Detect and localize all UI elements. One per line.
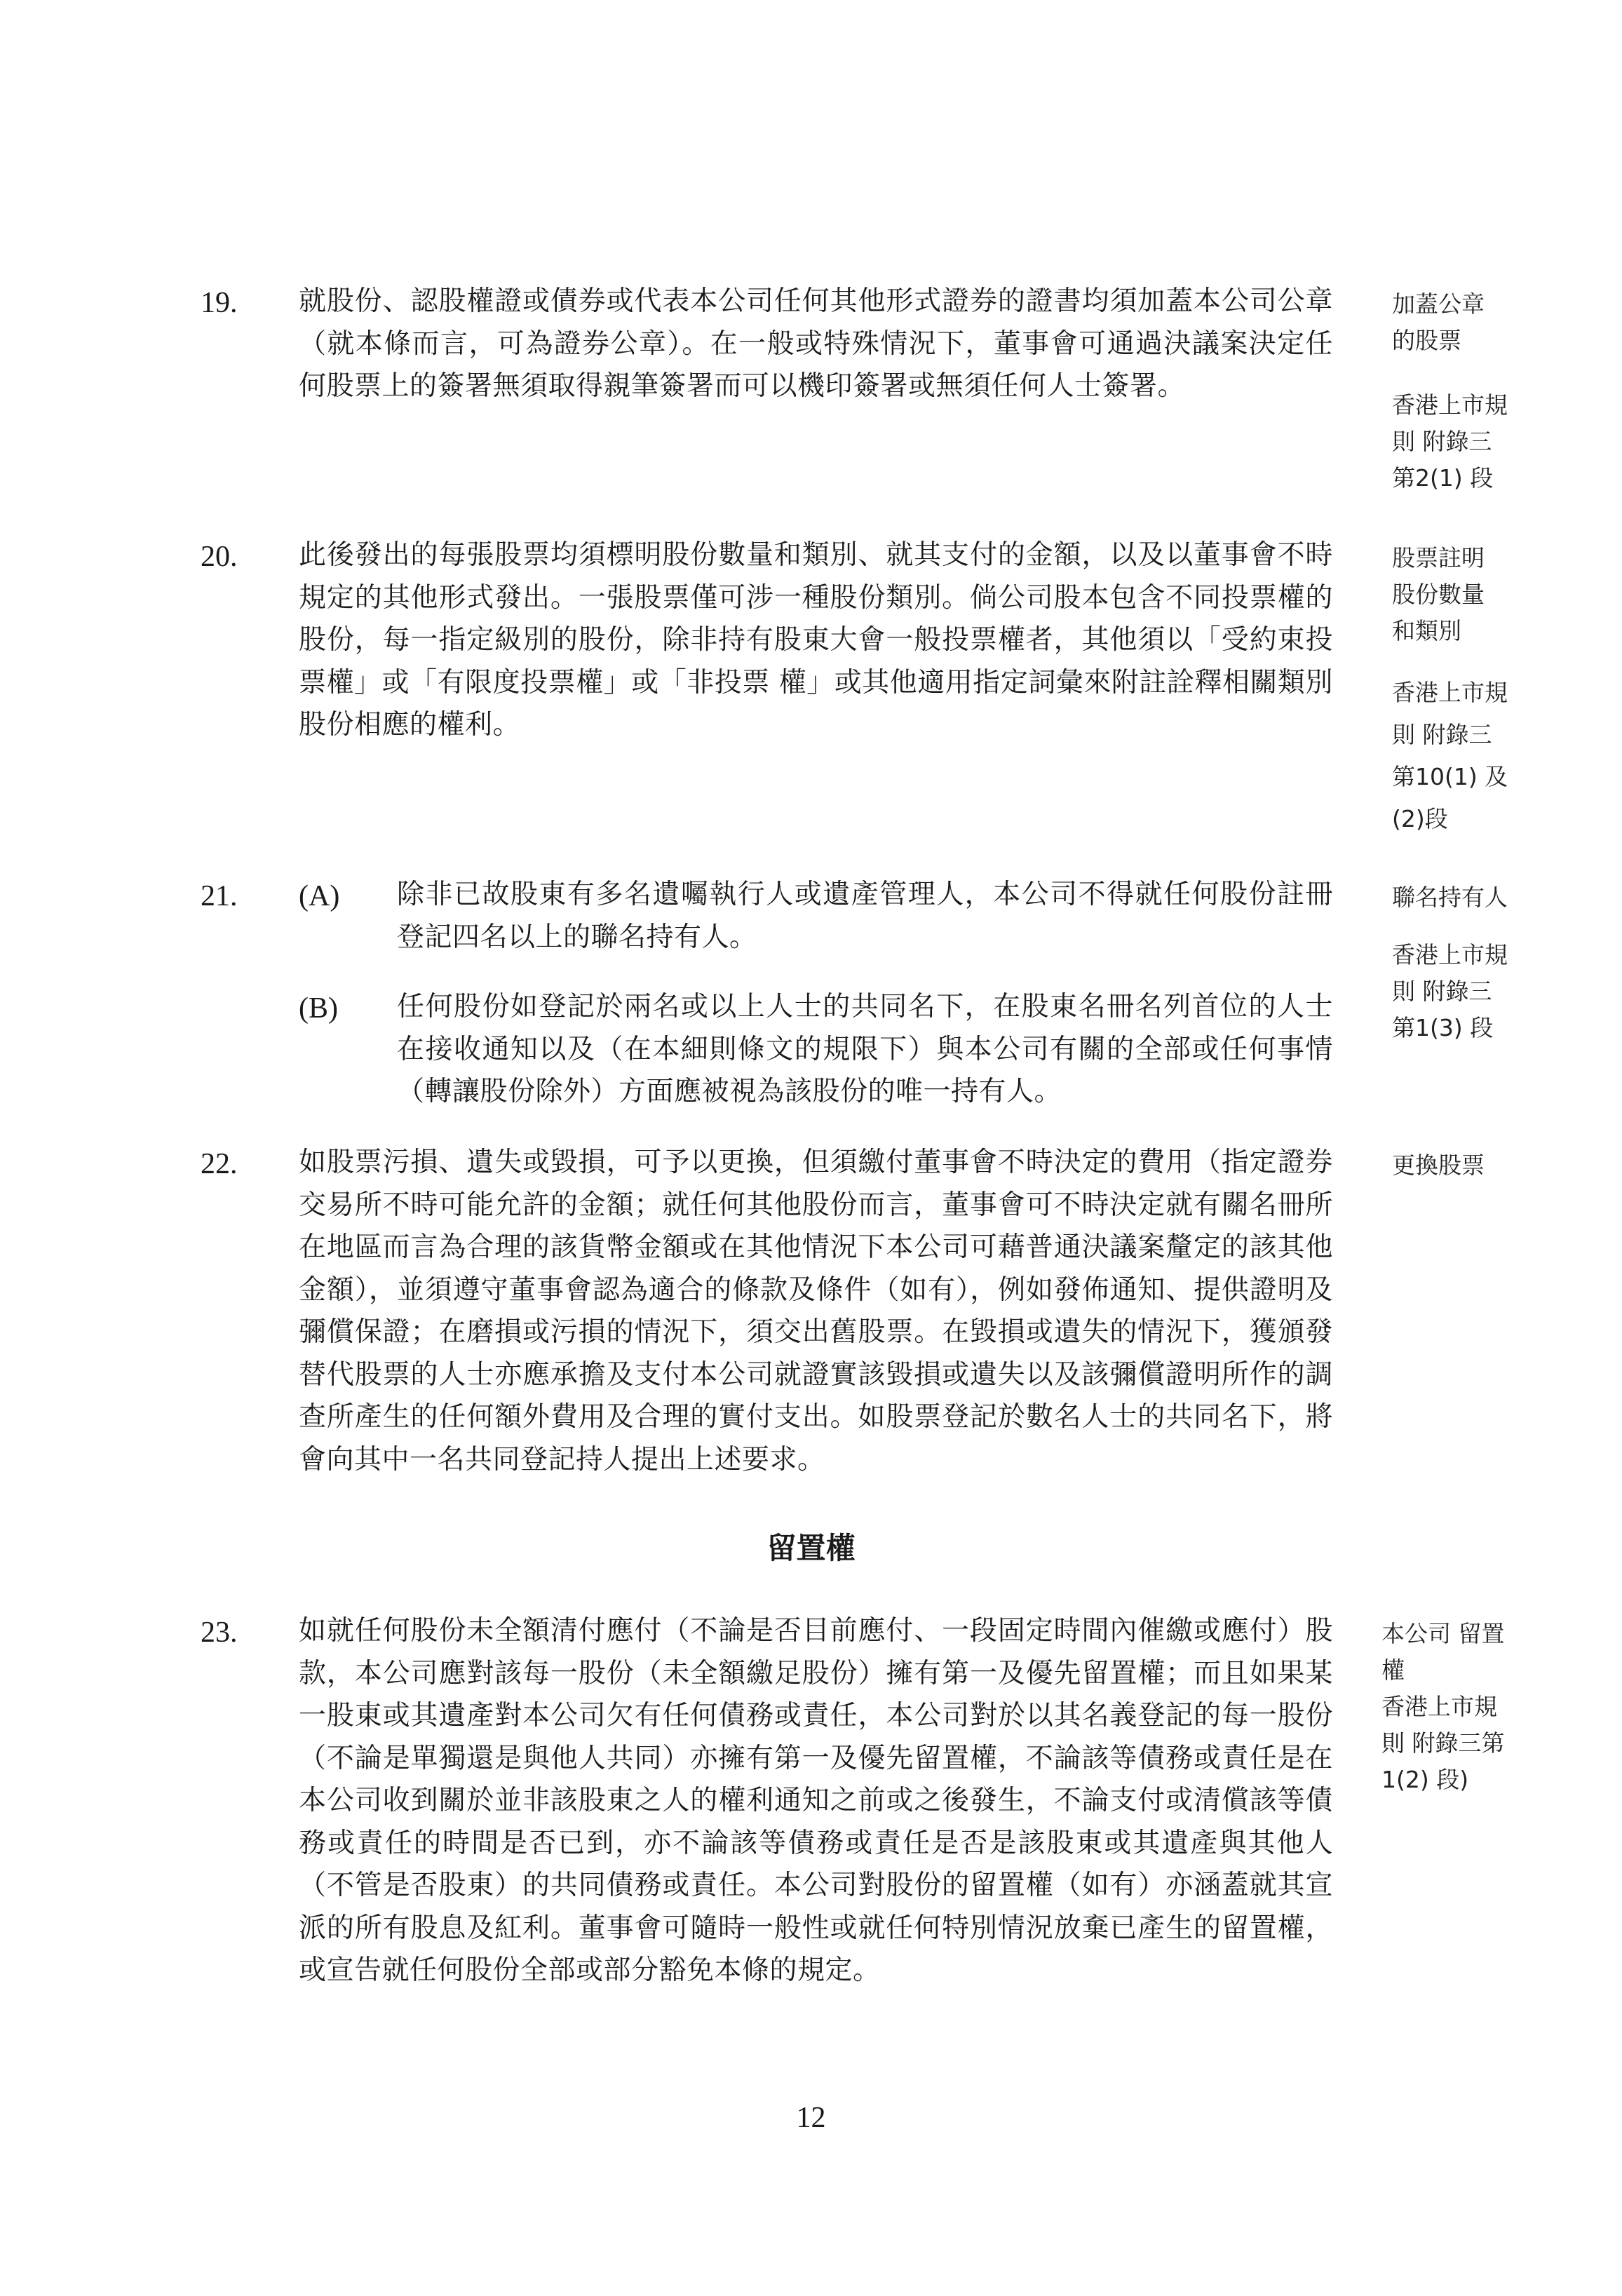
margin-note-line: 則 附錄三	[1392, 978, 1492, 1005]
sub-clause-label: (B)	[299, 992, 338, 1025]
margin-note-line: 股票註明	[1392, 544, 1485, 572]
clause-text: 此後發出的每張股票均須標明股份數量和類別、就其支付的金額，以及以董事會不時規定的其他形式發出。一張股票僅可涉一種股份類別。倘公司股本包含不同投票權的股份，每一指定級別的股份，除非持有股東大會一般投票權者，其他須以「受約束投票權」或「有限度投票權」或「非投票 權」或其他適用指定詞彙來附註詮釋相關類別股份相應的權利。	[299, 539, 1333, 741]
margin-note-gap	[1392, 649, 1553, 672]
margin-note	[1392, 1147, 1553, 1184]
margin-note	[1392, 286, 1553, 497]
margin-note-line: 1(2) 段)	[1381, 1766, 1469, 1793]
clause-number: 19.	[201, 287, 238, 319]
clause-text: 如股票污損、遺失或毀損，可予以更換，但須繳付董事會不時決定的費用（指定證券交易所不時可能允許的金額；就任何其他股份而言，董事會可不時決定就有關名冊所在地區而言為合理的該貨幣金額或在其他情況下本公司可藉普通決議案釐定的該其他金額），並須遵守董事會認為適合的條款及條件（如有），例如發佈通知、提供證明及彌償保證；在磨損或污損的情況下，須交出舊股票。在毀損或遺失的情況下，獲頒發替代股票的人士亦應承擔及支付本公司就證實該毀損或遺失以及該彌償證明所作的調查所產生的任何額外費用及合理的實付支出。如股票登記於數名人士的共同名下，將會向其中一名共同登記持人提出上述要求。	[299, 1147, 1333, 1475]
margin-note-line: 香港上市規	[1392, 679, 1508, 706]
margin-note-line: 權	[1381, 1656, 1405, 1684]
margin-note-line: 第2(1) 段	[1392, 464, 1494, 492]
margin-note-line: 香港上市規	[1381, 1693, 1497, 1720]
margin-note-line: 則 附錄三	[1392, 721, 1492, 748]
margin-note	[1392, 540, 1553, 840]
clause-number: 21.	[201, 880, 238, 912]
margin-note-line: 第10(1) 及	[1392, 763, 1508, 790]
page-number: 12	[796, 2102, 826, 2134]
margin-note-line: 香港上市規	[1392, 941, 1508, 968]
margin-note-line: 本公司 留置	[1381, 1620, 1505, 1647]
clause-text: 如就任何股份未全額清付應付（不論是否目前應付、一段固定時間內催繳或應付）股款，本公司應對該每一股份（未全額繳足股份）擁有第一及優先留置權；而且如果某一股東或其遺產對本公司欠有任何債務或責任，本公司對於以其名義登記的每一股份（不論是單獨還是與他人共同）亦擁有第一及優先留置權，不論該等債務或責任是在本公司收到關於並非該股東之人的權利通知之前或之後發生，不論支付或清償該等債務或責任的時間是否已到，亦不論該等債務或責任是否是該股東或其遺產與其他人（不管是否股東）的共同債務或責任。本公司對股份的留置權（如有）亦涵蓋就其宣派的所有股息及紅利。董事會可隨時一般性或就任何特別情況放棄已產生的留置權，或宣告就任何股份全部或部分豁免本條的規定。	[299, 1615, 1333, 1986]
sub-clause-text: 除非已故股東有多名遺囑執行人或遺產管理人，本公司不得就任何股份註冊登記四名以上的聯名持有人。	[397, 879, 1333, 953]
margin-note-line: 股份數量	[1392, 581, 1485, 608]
clause-number: 23.	[201, 1616, 238, 1649]
margin-note-gap	[1392, 359, 1553, 387]
sub-clause-text: 任何股份如登記於兩名或以上人士的共同名下，在股東名冊名列首位的人士在接收通知以及（在本細則條文的規限下）與本公司有關的全部或任何事情（轉讓股份除外）方面應被視為該股份的唯一持有人。	[397, 991, 1333, 1107]
clause-number: 20.	[201, 541, 238, 573]
margin-note-gap	[1392, 916, 1553, 937]
margin-note-line: 則 附錄三第	[1381, 1729, 1505, 1757]
clause-number: 22.	[201, 1148, 238, 1180]
margin-note-line: (2)段	[1392, 805, 1448, 832]
margin-note-line: 加蓋公章	[1392, 290, 1485, 318]
margin-note-line: 第1(3) 段	[1392, 1014, 1494, 1041]
sub-clause-label: (A)	[299, 880, 340, 912]
margin-note	[1392, 879, 1553, 1046]
section-heading: 留置權	[766, 1531, 856, 1565]
margin-note-line: 的股票	[1392, 327, 1461, 354]
margin-note	[1381, 1616, 1543, 1798]
margin-note-line: 聯名持有人	[1392, 884, 1508, 911]
margin-note-line: 則 附錄三	[1392, 428, 1492, 455]
margin-note-line: 更換股票	[1392, 1152, 1485, 1179]
margin-note-line: 香港上市規	[1392, 391, 1508, 419]
margin-note-line: 和類別	[1392, 617, 1461, 644]
clause-text: 就股份、認股權證或債券或代表本公司任何其他形式證券的證書均須加蓋本公司公章（就本條而言，可為證券公章）。在一般或特殊情況下，董事會可通過決議案決定任何股票上的簽署無須取得親筆簽署而可以機印簽署或無須任何人士簽署。	[299, 285, 1333, 402]
